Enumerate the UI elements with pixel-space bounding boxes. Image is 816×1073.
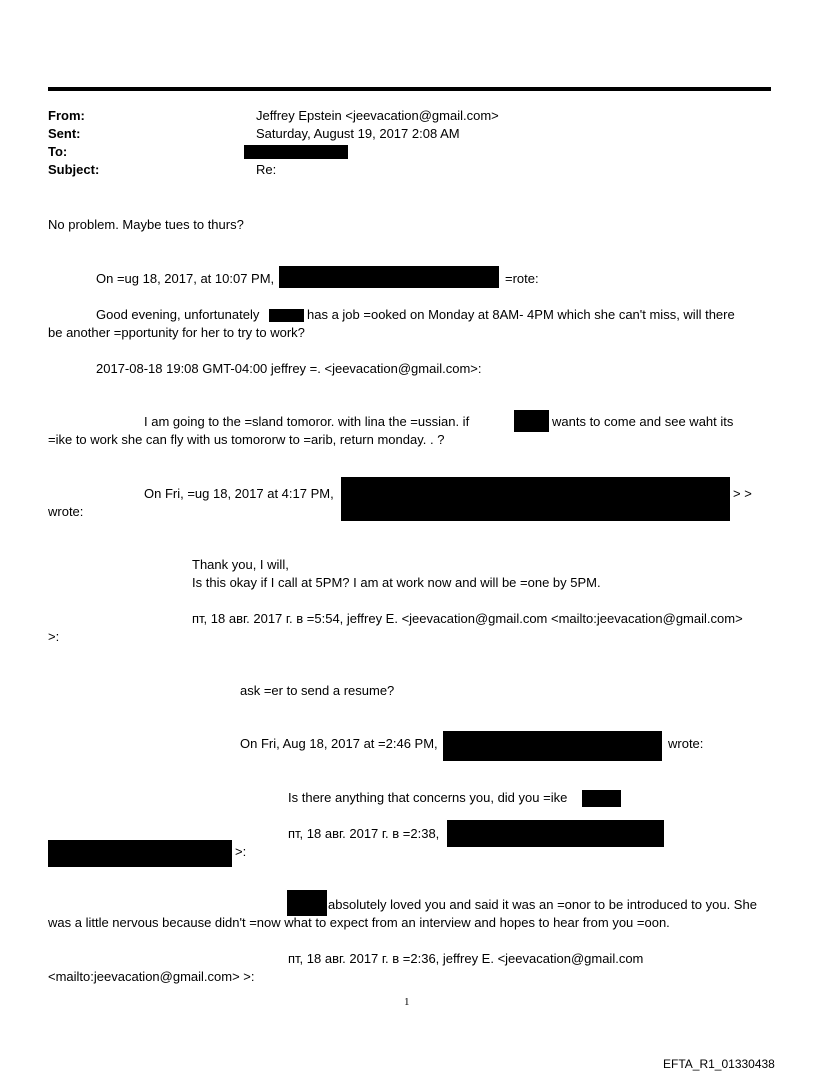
redaction-sender: [279, 266, 499, 288]
sent-label: Sent:: [48, 126, 81, 141]
to-label: To:: [48, 144, 68, 159]
body-line: wants to come and see waht its: [552, 414, 734, 429]
page-number: 1: [404, 996, 410, 1008]
body-line: I am going to the =sland tomoror. with lina the =ussian. if: [144, 414, 470, 429]
sent-value: Saturday, August 19, 2017 2:08 AM: [256, 126, 460, 141]
body-line: >:: [235, 844, 247, 859]
body-line: <mailto:jeevacation@gmail.com> >:: [48, 969, 255, 984]
body-line: No problem. Maybe tues to thurs?: [48, 217, 244, 232]
from-value: Jeffrey Epstein <jeevacation@gmail.com>: [256, 108, 499, 123]
body-line: On =ug 18, 2017, at 10:07 PM,: [96, 271, 275, 286]
redaction-name: [582, 790, 621, 807]
body-line: On Fri, Aug 18, 2017 at =2:46 PM,: [240, 736, 438, 751]
from-label: From:: [48, 108, 85, 123]
header-rule: [48, 87, 771, 91]
body-line: Is there anything that concerns you, did you =ike: [288, 790, 568, 805]
body-line: Good evening, unfortunately: [96, 307, 260, 322]
body-line: Is this okay if I call at 5PM? I am at work now and will be =one by 5PM.: [192, 575, 601, 590]
redaction-sender: [443, 731, 662, 761]
redaction-name: [514, 410, 549, 432]
body-line: wrote:: [48, 504, 84, 519]
body-line: пт, 18 авг. 2017 г. в =2:38,: [288, 826, 440, 841]
body-line: Thank you, I will,: [192, 557, 289, 572]
body-line: =rote:: [505, 271, 539, 286]
redaction-sender-email: [341, 477, 730, 521]
body-line: absolutely loved you and said it was an =onor to be introduced to you. She: [328, 897, 757, 912]
redaction-to: [244, 145, 348, 159]
document-id: EFTA_R1_01330438: [663, 1057, 775, 1071]
subject-value: Re:: [256, 162, 277, 177]
redaction-name: [287, 890, 327, 916]
redaction-sender-email: [48, 840, 232, 867]
body-line: пт, 18 авг. 2017 г. в =5:54, jeffrey E. <jeevacation@gmail.com <mailto:jeevacation@gmail.com>: [192, 611, 743, 626]
body-line: >:: [48, 629, 60, 644]
subject-label: Subject:: [48, 162, 100, 177]
redaction-name: [269, 309, 304, 322]
body-line: =ike to work she can fly with us tomororw to =arib, return monday. . ?: [48, 432, 445, 447]
body-line: ask =er to send a resume?: [240, 683, 395, 698]
body-line: 2017-08-18 19:08 GMT-04:00 jeffrey =. <jeevacation@gmail.com>:: [96, 361, 482, 376]
redaction-sender: [447, 820, 664, 847]
body-line: has a job =ooked on Monday at 8AM- 4PM which she can't miss, will there: [307, 307, 735, 322]
body-line: was a little nervous because didn't =now what to expect from an interview and hopes to hear from you =oon.: [48, 915, 670, 930]
body-line: be another =pportunity for her to try to work?: [48, 325, 305, 340]
body-line: On Fri, =ug 18, 2017 at 4:17 PM,: [144, 486, 334, 501]
body-line: пт, 18 авг. 2017 г. в =2:36, jeffrey E. <jeevacation@gmail.com: [288, 951, 644, 966]
body-line: > >: [733, 486, 752, 501]
body-line: wrote:: [668, 736, 704, 751]
